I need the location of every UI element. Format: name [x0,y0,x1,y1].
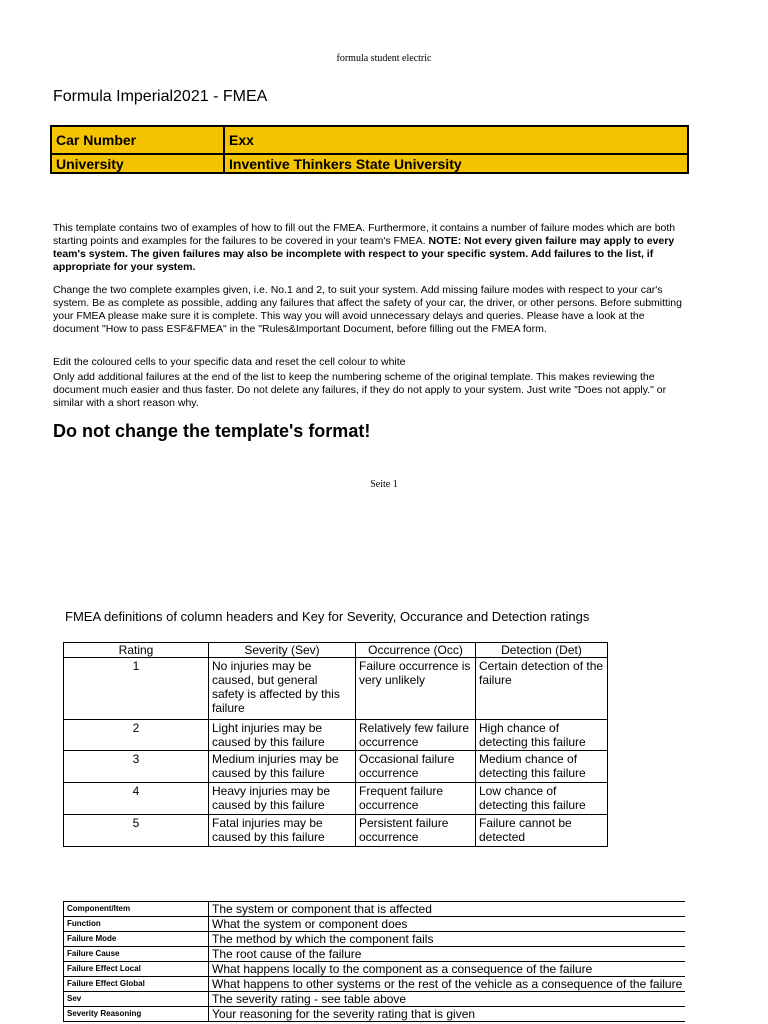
rating-row [64,783,608,815]
occurrence-header: Occurrence (Occ) [356,643,476,658]
definitions-title: FMEA definitions of column headers and Key for Severity, Occurance and Detection ratings [65,609,590,624]
car-number-value[interactable]: Exx [224,126,688,154]
key-row [64,932,686,947]
detection-text: Failure cannot be detected [476,815,608,847]
key-term: Failure Cause [64,947,209,962]
key-description: The system or component that is affected [209,902,686,917]
rating-value: 5 [64,815,209,847]
rating-row [64,815,608,847]
key-term: Failure Effect Global [64,977,209,992]
severity-text: Fatal injuries may be caused by this failure [209,815,356,847]
severity-header: Severity (Sev) [209,643,356,658]
severity-text: Light injuries may be caused by this failure [209,720,356,751]
university-row [51,154,688,173]
rating-row [64,751,608,783]
column-key-table [63,901,685,1022]
detection-text: Certain detection of the failure [476,658,608,720]
university-label: University [51,154,224,173]
rating-header: Rating [64,643,209,658]
format-warning: Do not change the template's format! [53,421,371,441]
car-number-label: Car Number [51,126,224,154]
key-description: Your reasoning for the severity rating that is given [209,1007,686,1022]
severity-text: Medium injuries may be caused by this failure [209,751,356,783]
detection-text: High chance of detecting this failure [476,720,608,751]
key-row [64,962,686,977]
key-term: Failure Effect Local [64,962,209,977]
car-info-table [50,125,689,174]
key-description: What the system or component does [209,917,686,932]
intro-text: This template contains two of examples of how to fill out the FMEA. Furthermore, it contains a number of failure modes which are both starting points and examples for the failures to be covered in your team's FMEA. [53,222,676,247]
key-description: The root cause of the failure [209,947,686,962]
rating-value: 1 [64,658,209,720]
occurrence-text: Failure occurrence is very unlikely [356,658,476,720]
page-title: Formula Imperial2021 - FMEA [53,88,268,105]
key-term: Severity Reasoning [64,1007,209,1022]
key-description: What happens to other systems or the rest of the vehicle as a consequence of the failure [209,977,686,992]
key-description: The method by which the component fails [209,932,686,947]
page-number: Seite 1 [370,479,398,490]
key-description: What happens locally to the component as a consequence of the failure [209,962,686,977]
intro-paragraph-4: Only add additional failures at the end of the list to keep the numbering scheme of the original template. This makes reviewing the document much easier and thus faster. Do not delete any failures, if they do not apply to your system. Just write "Does not apply." or similar with a short reason why. [53,371,667,409]
rating-row [64,658,608,720]
rating-row [64,720,608,751]
rating-value: 3 [64,751,209,783]
key-description: The severity rating - see table above [209,992,686,1007]
car-number-row [51,126,688,154]
key-term: Function [64,917,209,932]
detection-text: Medium chance of detecting this failure [476,751,608,783]
key-row [64,917,686,932]
severity-text: No injuries may be caused, but general safety is affected by this failure [209,658,356,720]
occurrence-text: Frequent failure occurrence [356,783,476,815]
occurrence-text: Relatively few failure occurrence [356,720,476,751]
severity-text: Heavy injuries may be caused by this failure [209,783,356,815]
key-row [64,947,686,962]
document-header: formula student electric [336,53,432,64]
university-value[interactable]: Inventive Thinkers State University [224,154,688,173]
key-term: Sev [64,992,209,1007]
key-term: Failure Mode [64,932,209,947]
rating-header-row [64,643,608,658]
intro-paragraph-1 [53,222,689,274]
intro-note: NOTE: Not every given failure may apply to every team's system. The given failures may also be incomplete with respect to your specific system. Add failures to the list, if appropriate for your system. [53,235,675,273]
rating-value: 2 [64,720,209,751]
key-term: Component/Item [64,902,209,917]
rating-table [63,642,608,847]
detection-text: Low chance of detecting this failure [476,783,608,815]
detection-header: Detection (Det) [476,643,608,658]
rating-value: 4 [64,783,209,815]
occurrence-text: Occasional failure occurrence [356,751,476,783]
key-row [64,992,686,1007]
key-row [64,902,686,917]
intro-paragraph-3: Edit the coloured cells to your specific data and reset the cell colour to white [53,356,406,368]
key-row [64,1007,686,1022]
occurrence-text: Persistent failure occurrence [356,815,476,847]
key-row [64,977,686,992]
intro-paragraph-2: Change the two complete examples given, i.e. No.1 and 2, to suit your system. Add missing failure modes with respect to your car's system. Be as complete as possible, adding any failures that affect the safety of your car, the driver, or other persons. Before submitting your FMEA please make sure it is complete. This way you will avoid unnecessary delays and queries. Please have a look at the document "How to pass ESF&FMEA" in the "Rules&Important Document, before filling out the FMEA form. [53,284,682,335]
